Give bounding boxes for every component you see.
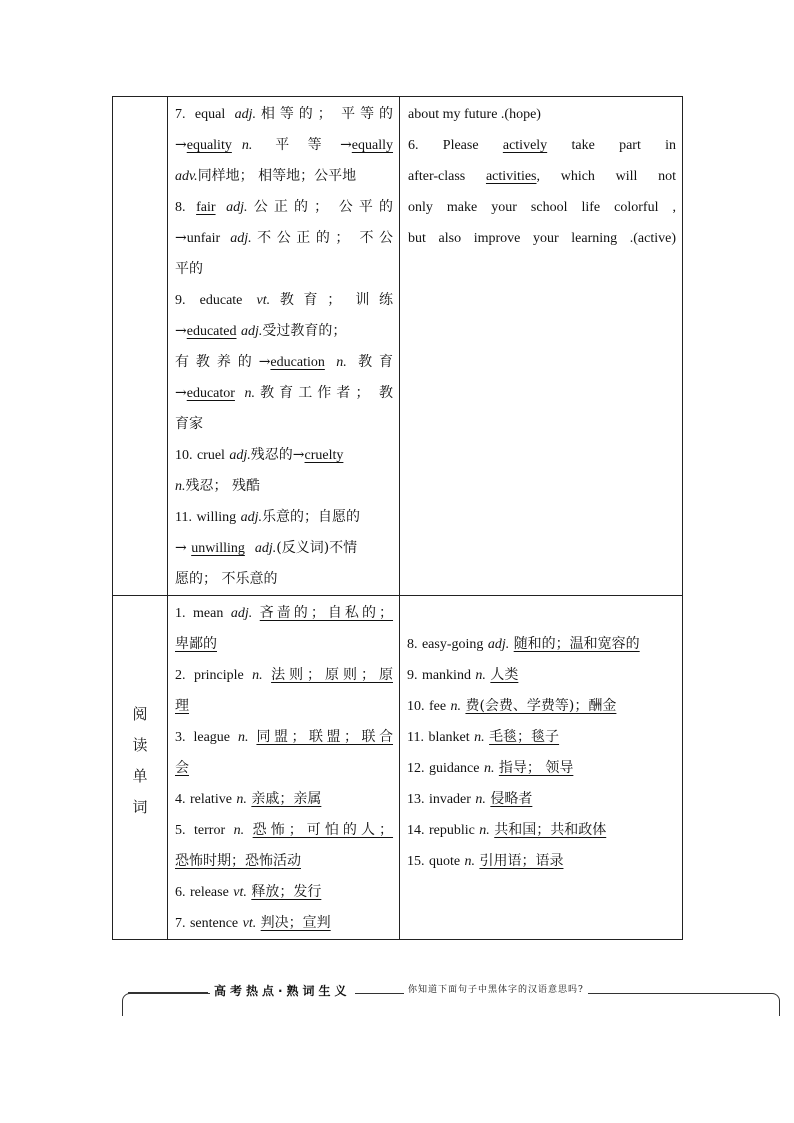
list-item <box>407 815 676 846</box>
item-number: 6. <box>175 885 186 900</box>
definition: 残酷 <box>231 478 260 494</box>
word: unfair <box>186 231 221 246</box>
pos: n. <box>244 386 255 401</box>
exercise-line: only make your school life colorful , <box>408 200 676 215</box>
list-item-continued <box>175 753 393 784</box>
definition: 教 <box>379 385 394 401</box>
exercise-text: after-class <box>408 169 466 184</box>
exercise-text: , which will not <box>536 169 676 184</box>
definition: 公平的 <box>338 199 394 215</box>
pos: vt. <box>256 293 271 308</box>
answer: 随和的；温和宽容的 <box>513 636 640 652</box>
answer: 人类 <box>490 667 519 683</box>
answer: unwilling <box>191 541 245 556</box>
pos: n. <box>236 792 247 807</box>
exercise-text: 6. Please <box>408 138 479 153</box>
answer: activities <box>485 169 537 184</box>
pos: n. <box>450 699 461 714</box>
list-item <box>175 722 393 753</box>
exercise-line: but also improve your learning .(active) <box>408 231 676 246</box>
list-item <box>407 660 676 691</box>
answer: 同盟；联盟；联合 <box>256 729 394 745</box>
answer: 亲戚；亲属 <box>251 791 322 807</box>
item-number: 11. <box>407 730 424 745</box>
arrow: → <box>175 323 187 339</box>
item-number: 4. <box>175 792 186 807</box>
list-item-continued <box>175 846 393 877</box>
item-number: 13. <box>407 792 425 807</box>
answer: equality <box>186 138 232 153</box>
item-number: 7. <box>175 107 186 122</box>
word: cruel <box>196 448 225 463</box>
word: sentence <box>189 916 239 931</box>
pos: n. <box>474 730 485 745</box>
definition: 教育； <box>270 292 342 308</box>
arrow: → <box>258 354 271 370</box>
word: equal <box>194 107 226 122</box>
answer: 吝啬的；自私的； <box>259 605 394 621</box>
item-number: 2. <box>175 668 186 683</box>
list-item <box>175 598 393 629</box>
answer: 毛毯；毯子 <box>489 729 560 745</box>
definition: 公正的； <box>247 199 329 215</box>
item-number: 7. <box>175 916 186 931</box>
word: mankind <box>421 668 471 683</box>
row-label-empty <box>113 97 168 596</box>
pos: n. <box>175 479 186 494</box>
definition: 平等 <box>275 137 341 153</box>
list-item <box>407 722 676 753</box>
list-item <box>407 691 676 722</box>
word: educate <box>199 293 243 308</box>
row-label <box>113 596 168 940</box>
list-item <box>407 846 676 877</box>
reading-words-right <box>400 596 683 940</box>
list-item-continued <box>175 629 393 660</box>
item-number: 9. <box>407 668 418 683</box>
answer: 恐怖时期；恐怖活动 <box>175 853 301 869</box>
pos: adj. <box>240 510 262 525</box>
definition: 同样地； <box>197 168 254 184</box>
definition: 残忍； <box>185 478 228 494</box>
pos: n. <box>233 823 245 838</box>
reading-words-label: 阅读单词 <box>130 705 149 830</box>
word: invader <box>428 792 471 807</box>
definition: 有教养的 <box>175 354 259 370</box>
answer: equally <box>351 138 394 153</box>
answer: fair <box>196 200 216 215</box>
definition: 训练 <box>355 292 394 308</box>
definition: (反义词)不情 <box>276 540 358 556</box>
answer: educated <box>186 324 237 339</box>
list-item <box>175 877 393 908</box>
pos: n. <box>475 668 486 683</box>
word: quote <box>428 854 461 869</box>
item-number: 1. <box>175 606 186 621</box>
item-number: 10. <box>175 448 193 463</box>
exercise-cell <box>400 97 683 596</box>
answer: 侵略者 <box>490 791 533 807</box>
definition: 育家 <box>175 416 203 432</box>
vocabulary-table <box>112 96 683 940</box>
word: blanket <box>428 730 470 745</box>
pos: adj. <box>229 448 251 463</box>
pos: n. <box>479 823 490 838</box>
reading-words-left <box>168 596 400 940</box>
answer: 引用语；语录 <box>479 853 564 869</box>
answer: 判决；宣判 <box>260 915 331 931</box>
word: principle <box>193 668 244 683</box>
arrow: → <box>175 137 187 153</box>
definition: 相等地；公平地 <box>258 168 357 184</box>
pos: vt. <box>233 885 247 900</box>
pos: n. <box>475 792 486 807</box>
arrow: → <box>175 230 187 246</box>
item-number: 3. <box>175 730 186 745</box>
pos: adj. <box>234 107 256 122</box>
list-item <box>175 660 393 691</box>
answer: 指导； 领导 <box>498 760 574 776</box>
arrow: → <box>175 540 187 556</box>
pos: n. <box>241 138 253 153</box>
pos: adj. <box>240 324 263 339</box>
answer: 释放；发行 <box>251 884 322 900</box>
list-item <box>175 784 393 815</box>
pos: adj. <box>230 606 253 621</box>
word: republic <box>428 823 475 838</box>
pos: n. <box>336 355 347 370</box>
answer: cruelty <box>304 448 344 463</box>
pos: adv. <box>175 169 198 184</box>
answer: actively <box>502 138 548 153</box>
answer: 费(会费、学费等)；酬金 <box>465 698 617 714</box>
section-title: 高考热点·熟词生义 <box>210 982 355 999</box>
table-row <box>113 596 683 940</box>
arrow: → <box>175 385 187 401</box>
pos: n. <box>252 668 263 683</box>
derivatives-cell <box>168 97 400 596</box>
answer: 共和国；共和政体 <box>494 822 607 838</box>
definition: 乐意的；自愿的 <box>261 509 360 525</box>
list-item-continued <box>175 691 393 722</box>
pos: adj. <box>487 637 510 652</box>
pos: adj. <box>230 231 252 246</box>
word: willing <box>196 510 237 525</box>
item-number: 12. <box>407 761 425 776</box>
definition: 残忍的 <box>250 447 293 463</box>
answer: 理 <box>175 698 189 714</box>
definition: 受过教育的； <box>262 323 347 339</box>
definition: 不乐意的 <box>221 571 278 587</box>
definition: 不公正的； <box>251 230 350 246</box>
pos: vt. <box>242 916 257 931</box>
answer: educator <box>186 386 235 401</box>
word: guidance <box>428 761 480 776</box>
word: easy-going <box>421 637 484 652</box>
answer: 法则；原则；原 <box>271 667 393 683</box>
item-number: 14. <box>407 823 425 838</box>
item-number: 11. <box>175 510 192 525</box>
table-row <box>113 97 683 596</box>
definition: 平等的 <box>341 106 394 122</box>
definition: 平的 <box>175 261 203 277</box>
answer: 会 <box>175 760 189 776</box>
list-item <box>175 908 393 939</box>
word: fee <box>428 699 447 714</box>
list-item <box>175 815 393 846</box>
pos: adj. <box>226 200 248 215</box>
item-number: 5. <box>175 823 186 838</box>
word: mean <box>193 606 224 621</box>
word: relative <box>189 792 232 807</box>
item-number: 8. <box>407 637 418 652</box>
definition: 教育 <box>358 354 394 370</box>
answer: 卑鄙的 <box>175 636 217 652</box>
exercise-line: about my future .(hope) <box>408 107 541 122</box>
pos: n. <box>483 761 495 776</box>
definition: 教育工作者； <box>254 385 370 401</box>
exercise-text: take part in <box>571 138 677 153</box>
definition: 愿的； <box>175 571 217 587</box>
answer: 恐怖；可怕的人； <box>252 822 394 838</box>
pos: n. <box>237 730 249 745</box>
list-item <box>407 753 676 784</box>
title-rule <box>128 992 208 994</box>
list-item <box>407 629 676 660</box>
definition: 不公 <box>359 230 394 246</box>
item-number: 15. <box>407 854 425 869</box>
word: league <box>193 730 230 745</box>
word: release <box>189 885 229 900</box>
item-number: 9. <box>175 293 186 308</box>
arrow: → <box>340 137 352 153</box>
definition: 相等的； <box>256 106 332 122</box>
arrow: → <box>292 447 305 463</box>
answer: education <box>270 355 325 370</box>
pos: n. <box>464 854 476 869</box>
list-item <box>407 784 676 815</box>
word: terror <box>194 823 226 838</box>
section-hint: 你知道下面句子中黑体字的汉语意思吗? <box>404 982 588 995</box>
item-number: 8. <box>175 200 186 215</box>
pos: adj. <box>254 541 277 556</box>
item-number: 10. <box>407 699 425 714</box>
